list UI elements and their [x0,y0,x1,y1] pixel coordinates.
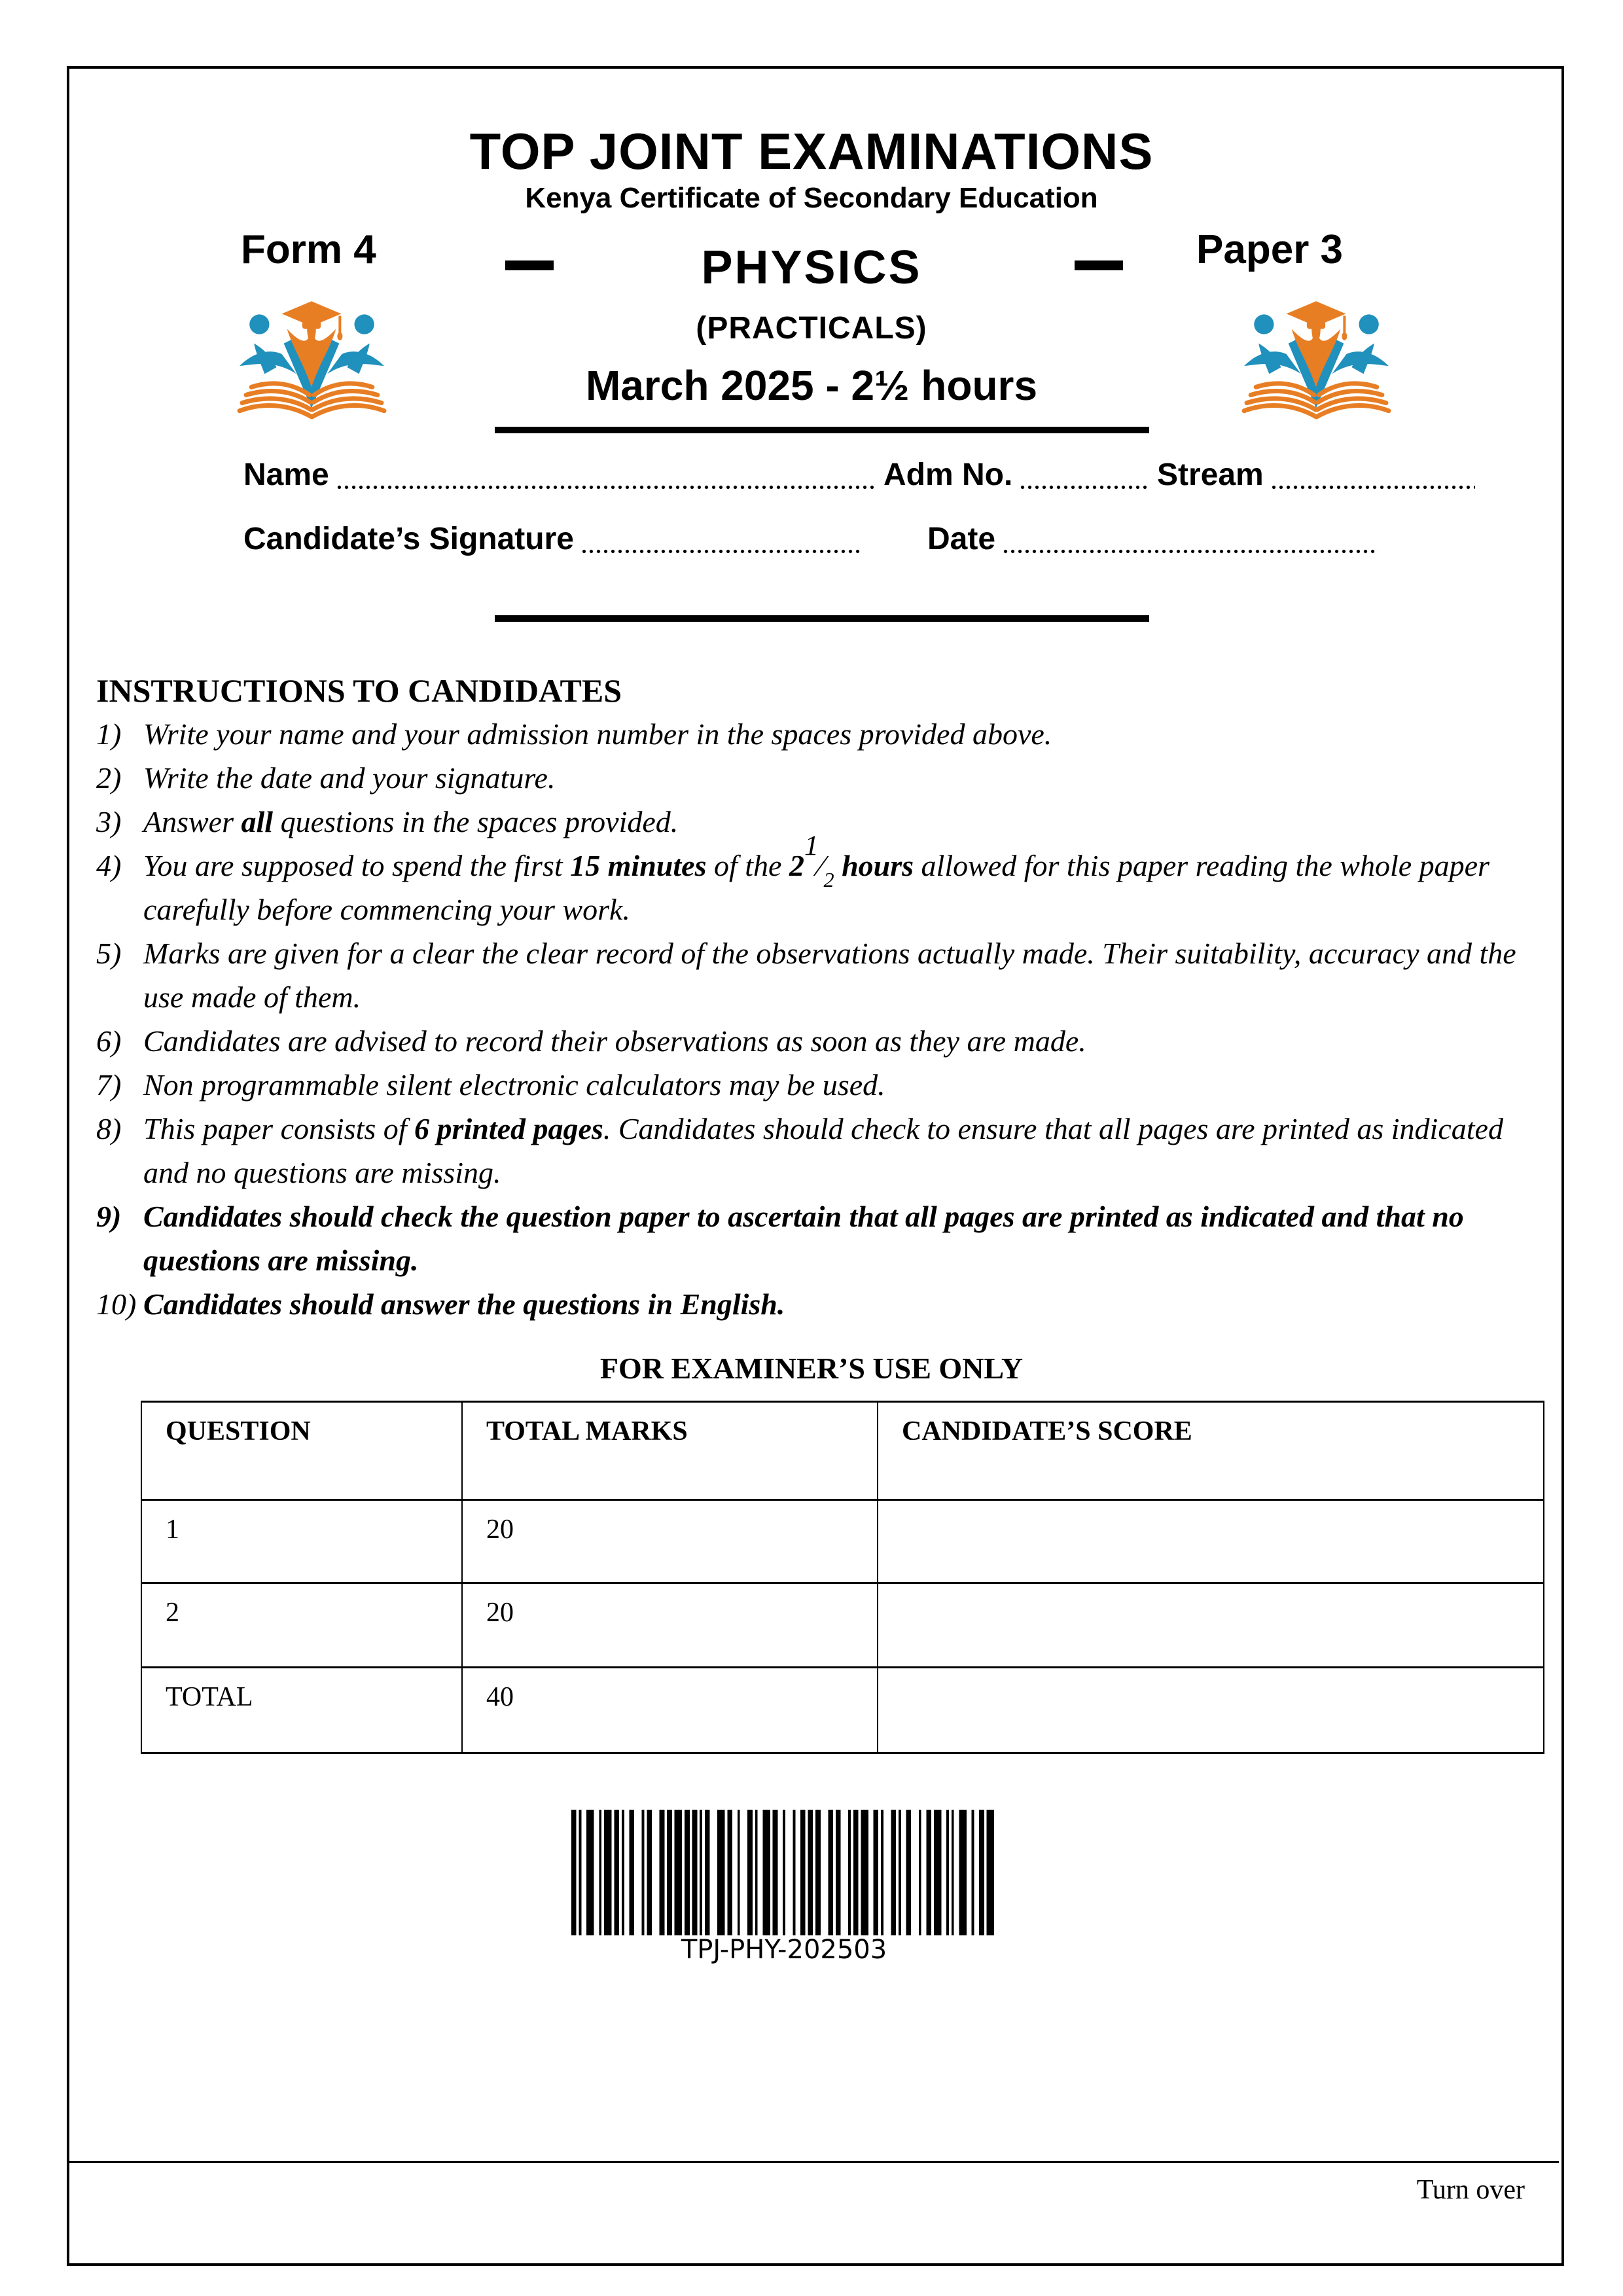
instruction-item [96,1019,1526,1063]
stream-field [1270,460,1475,493]
header-rule [495,427,1149,433]
score-column-header: QUESTION [141,1402,462,1500]
examiner-use-heading: FOR EXAMINER’S USE ONLY [599,1352,1024,1385]
instruction-item [96,931,1526,1019]
instruction-number: 1) [96,717,122,751]
instruction-item [96,712,1526,756]
instruction-text: Write your name and your admission number in the spaces provided above. [143,717,1052,751]
instruction-item [96,756,1526,800]
name-label: Name [243,457,329,492]
barcode-caption: TPJ-PHY-202503 [681,1935,887,1965]
adm-no-field [1019,460,1150,493]
footer-rule [68,2161,1559,2163]
name-field [336,460,877,493]
score-cell: 20 [462,1500,878,1583]
score-cell [878,1668,1544,1753]
exam-board-title: TOP JOINT EXAMINATIONS [469,122,1154,180]
signature-field [580,524,862,557]
instruction-number: 8) [96,1112,122,1145]
instruction-text: Candidates are advised to record their observations as soon as they are made. [143,1024,1086,1058]
paper-number: Paper 3 [1196,227,1344,272]
instruction-text: Candidates should check the question paper to ascertain that all pages are printed as indicated and that no questions are missing. [143,1200,1464,1277]
score-column-header: TOTAL MARKS [462,1402,878,1500]
instruction-number: 10) [96,1287,137,1321]
instruction-text: Non programmable silent electronic calculators may be used. [143,1068,885,1102]
adm-no-label: Adm No. [883,457,1013,492]
separator-dash-right [1075,260,1123,270]
instruction-text: You are supposed to spend the first 15 minutes of the $2^1⁄_2$ hours allowed for this paper reading the whole paper carefully before commencing your work. [143,830,1489,926]
instruction-item [96,830,1526,931]
certificate-subtitle: Kenya Certificate of Secondary Education [525,182,1098,214]
instruction-number: 3) [96,805,122,838]
instruction-number: 6) [96,1024,122,1058]
score-table-row [141,1668,1544,1753]
instruction-text: This paper consists of 6 printed pages. Candidates should check to ensure that all pages are printed as indicated and no questions are missing. [143,1112,1503,1189]
score-cell [878,1583,1544,1668]
subject-title: PHYSICS [701,242,922,294]
exam-session-duration: March 2025 - 2½ hours [585,362,1038,409]
score-table-header-row [141,1402,1544,1500]
score-cell: 40 [462,1668,878,1753]
school-logo-icon [234,295,389,423]
instruction-item [96,1282,1526,1326]
separator-dash-left [505,260,554,270]
instruction-number: 5) [96,937,122,970]
score-cell: 1 [141,1500,462,1583]
score-table-row [141,1583,1544,1668]
signature-label: Candidate’s Signature [243,522,574,556]
instruction-number: 7) [96,1068,122,1102]
instruction-item [96,1194,1526,1282]
instruction-text: Write the date and your signature. [143,761,556,795]
instructions-list [96,712,1526,1326]
score-table-row [141,1500,1544,1583]
stream-label: Stream [1156,457,1264,492]
instruction-item [96,1063,1526,1107]
instruction-item [96,1107,1526,1194]
score-column-header: CANDIDATE’S SCORE [878,1402,1544,1500]
section-rule [495,615,1149,622]
instruction-text: Answer all questions in the spaces provided. [143,805,679,838]
date-field [1002,524,1378,557]
instruction-number: 2) [96,761,122,795]
instruction-number: 4) [96,849,122,882]
form-level: Form 4 [241,227,376,272]
score-cell: 20 [462,1583,878,1668]
signature-date-row [243,521,1482,557]
barcode [571,1810,997,1935]
instruction-text: Candidates should answer the questions in English. [143,1287,785,1321]
score-cell [878,1500,1544,1583]
score-cell: 2 [141,1583,462,1668]
school-logo-icon [1239,295,1394,423]
fraction: $^1⁄_2$ [804,830,834,891]
score-cell: TOTAL [141,1668,462,1753]
examiner-score-table [141,1401,1544,1754]
paper-type: (PRACTICALS) [696,311,927,346]
name-adm-stream-row [243,457,1482,493]
turn-over-note: Turn over [1416,2175,1525,2205]
date-label: Date [927,522,996,556]
instruction-text: Marks are given for a clear the clear record of the observations actually made. Their suitability, accuracy and the use made of them. [143,937,1516,1014]
instruction-number: 9) [96,1200,122,1233]
instructions-heading: INSTRUCTIONS TO CANDIDATES [96,672,622,709]
